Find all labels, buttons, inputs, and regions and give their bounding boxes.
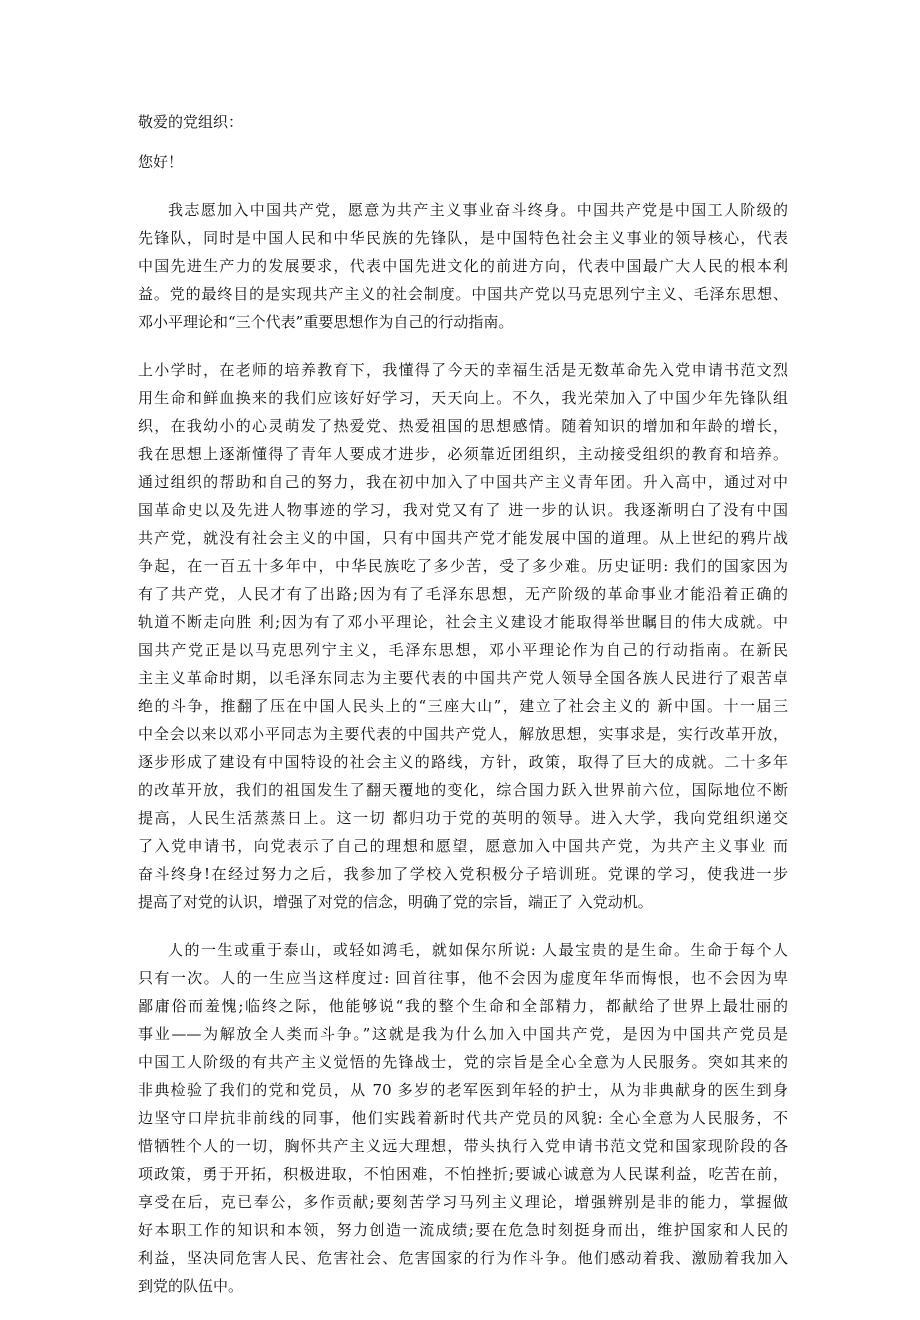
paragraph-line: 益。党的最终目的是实现共产主义的社会制度。中国共产党以马克思列宁主义、毛泽东思想、 [138, 285, 788, 303]
body-paragraph [138, 936, 788, 1300]
paragraph-line: 共产党，就没有社会主义的中国，只有中国共产党才能发展中国的道理。从上世纪的鸦片战 [138, 529, 788, 547]
paragraph-line: 的改革开放，我们的祖国发生了翻天覆地的变化，综合国力跃入世界前六位，国际地位不断 [138, 781, 788, 799]
paragraph-line: 我在思想上逐渐懂得了青年人要成才进步，必须靠近团组织，主动接受组织的教育和培养。 [138, 445, 788, 463]
salutation: 敬爱的党组织： [138, 113, 244, 131]
paragraph-line: 中国工人阶级的有共产主义觉悟的先锋战士，党的宗旨是全心全意为人民服务。突如其来的 [138, 1053, 788, 1071]
paragraph-line: 利益，坚决同危害人民、危害社会、危害国家的行为作斗争。他们感动着我、激励着我加入 [138, 1249, 788, 1267]
paragraph-line: 逐步形成了建设有中国特设的社会主义的路线，方针，政策，取得了巨大的成就。二十多年 [138, 753, 788, 771]
paragraph-line: 好本职工作的知识和本领，努力创造一流成绩;要在危急时刻挺身而出，维护国家和人民的 [138, 1221, 788, 1239]
paragraph-line: 先锋队，同时是中国人民和中华民族的先锋队，是中国特色社会主义事业的领导核心，代表 [138, 229, 788, 247]
body-paragraph [138, 356, 788, 916]
paragraph-line: 了入党申请书，向党表示了自己的理想和愿望，愿意加入中国共产党，为共产主义事业 而 [138, 837, 788, 855]
paragraph-line: 有了共产党，人民才有了出路;因为有了毛泽东思想，无产阶级的革命事业才能沿着正确的 [138, 585, 788, 603]
document-body [138, 196, 788, 1300]
paragraph-line: 我志愿加入中国共产党，愿意为共产主义事业奋斗终身。中国共产党是中国工人阶级的 [168, 201, 788, 219]
paragraph-line: 边坚守口岸抗非前线的同事，他们实践着新时代共产党员的风貌: 全心全意为人民服务，不 [138, 1109, 788, 1127]
paragraph-line: 主主义革命时期，以毛泽东同志为主要代表的中国共产党人领导全国各族人民进行了艰苦卓 [138, 669, 788, 687]
paragraph-line: 通过组织的帮助和自己的努力，我在初中加入了中国共产主义青年团。升入高中，通过对中 [138, 473, 788, 491]
paragraph-line: 到党的队伍中。 [138, 1277, 244, 1295]
paragraph-line: 提高，人民生活蒸蒸日上。这一切 都归功于党的英明的领导。进入大学，我向党组织递交 [138, 809, 788, 827]
paragraph-line: 人的一生或重于泰山，或轻如鸿毛，就如保尔所说: 人最宝贵的是生命。生命于每个人 [168, 941, 788, 959]
paragraph-line: 奋斗终身!在经过努力之后，我参加了学校入党积极分子培训班。党课的学习，使我进一步 [138, 865, 788, 883]
paragraph-line: 绝的斗争，推翻了压在中国人民头上的“三座大山”，建立了社会主义的 新中国。十一届三 [138, 697, 788, 715]
body-paragraph [138, 196, 788, 336]
paragraph-line: 织，在我幼小的心灵萌发了热爱党、热爱祖国的思想感情。随着知识的增加和年龄的增长， [138, 417, 788, 435]
paragraph-line: 只有一次。人的一生应当这样度过: 回首往事，他不会因为虚度年华而悔恨，也不会因为卑 [138, 969, 788, 987]
paragraph-line: 争起，在一百五十多年中，中华民族吃了多少苦，受了多少难。历史证明: 我们的国家因为 [138, 557, 788, 575]
document-page [138, 108, 788, 1320]
paragraph-line: 国共产党正是以马克思列宁主义，毛泽东思想，邓小平理论作为自己的行动指南。在新民 [138, 641, 788, 659]
paragraph-line: 轨道不断走向胜 利;因为有了邓小平理论，社会主义建设才能取得举世瞩目的伟大成就。中 [138, 613, 788, 631]
paragraph-line: 提高了对党的认识，增强了对党的信念，明确了党的宗旨，端正了 入党动机。 [138, 893, 653, 911]
paragraph-line: 项政策，勇于开拓，积极进取，不怕困难，不怕挫折;要诚心诚意为人民谋利益，吃苦在前， [138, 1165, 788, 1183]
paragraph-line: 享受在后，克已奉公，多作贡献;要刻苦学习马列主义理论，增强辨别是非的能力，掌握做 [138, 1193, 788, 1211]
paragraph-line: 鄙庸俗而羞愧;临终之际，他能够说“我的整个生命和全部精力，都献给了世界上最壮丽的 [138, 997, 788, 1015]
paragraph-line: 中全会以来以邓小平同志为主要代表的中国共产党人，解放思想，实事求是，实行改革开放， [138, 725, 788, 743]
paragraph-line: 非典检验了我们的党和党员，从 70 多岁的老军医到年轻的护士，从为非典献身的医生到身 [138, 1081, 788, 1099]
paragraph-line: 国革命史以及先进人物事迹的学习，我对党又有了 进一步的认识。我逐渐明白了没有中国 [138, 501, 788, 519]
greeting: 您好！ [138, 153, 184, 171]
paragraph-line: 用生命和鲜血换来的我们应该好好学习，天天向上。不久，我光荣加入了中国少年先锋队组 [138, 389, 788, 407]
paragraph-line: 惜牺牲个人的一切，胸怀共产主义远大理想，带头执行入党申请书范文党和国家现阶段的各 [138, 1137, 788, 1155]
paragraph-line: 上小学时，在老师的培养教育下，我懂得了今天的幸福生活是无数革命先入党申请书范文烈 [138, 361, 788, 379]
paragraph-line: 事业——为解放全人类而斗争。”这就是我为什么加入中国共产党，是因为中国共产党员是 [138, 1025, 788, 1043]
paragraph-line: 中国先进生产力的发展要求，代表中国先进文化的前进方向，代表中国最广大人民的根本利 [138, 257, 788, 275]
paragraph-line: 邓小平理论和“三个代表”重要思想作为自己的行动指南。 [138, 313, 514, 331]
